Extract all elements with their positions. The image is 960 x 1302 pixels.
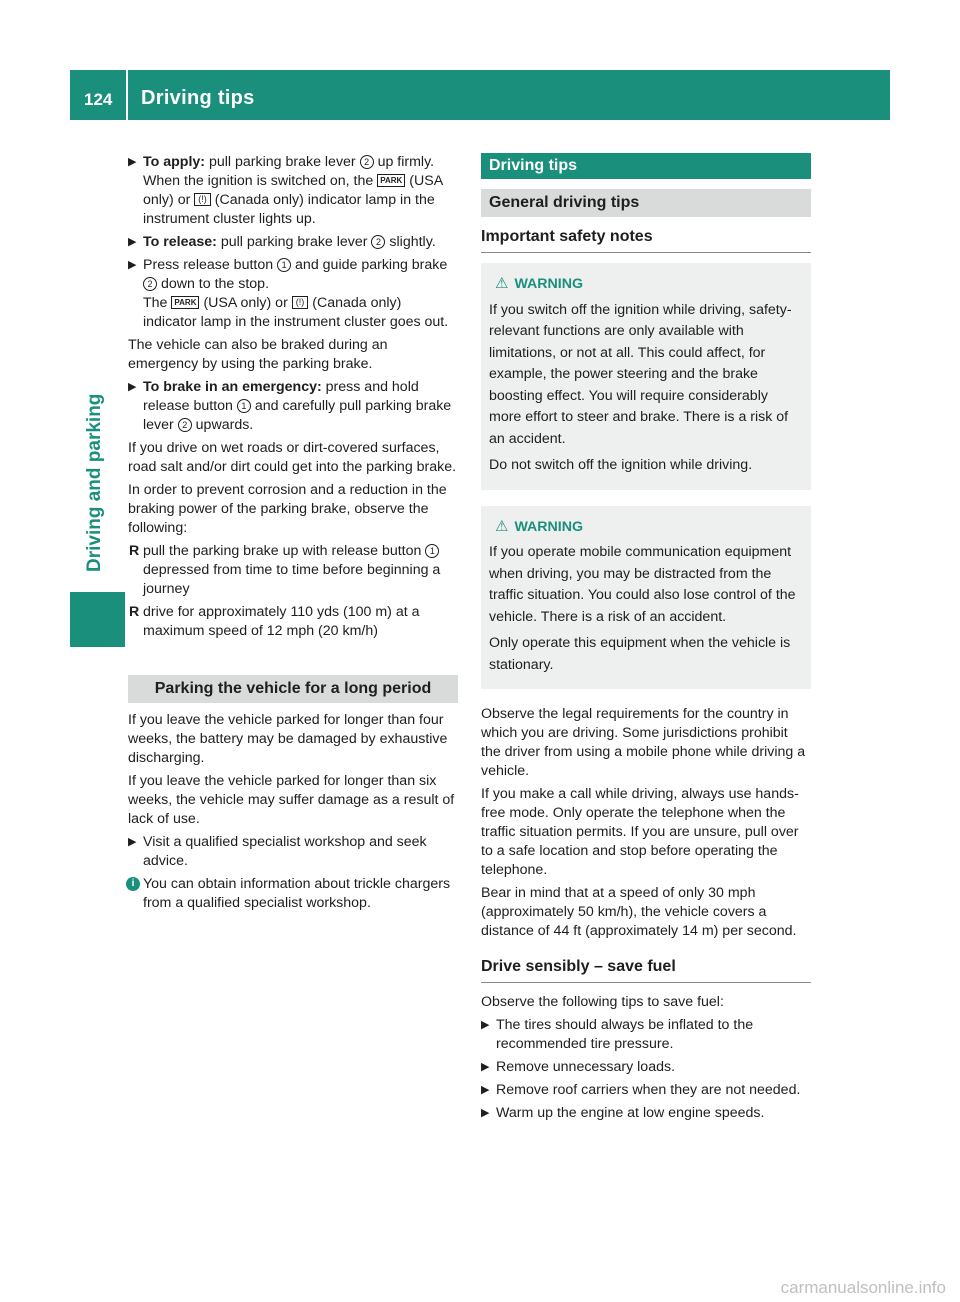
warning-title bbox=[489, 516, 803, 539]
emergency-label: To brake in an emergency: bbox=[143, 379, 322, 395]
fuel-tip bbox=[481, 1104, 811, 1123]
safety-notes-heading: Important safety notes bbox=[481, 227, 811, 253]
warning-triangle-icon: ⚠ bbox=[495, 275, 509, 292]
list-item bbox=[128, 603, 458, 641]
corrosion-text: In order to prevent corrosion and a reduction in the braking power of the parking brake, observe the following: bbox=[128, 482, 447, 536]
callout-2-icon: 2 bbox=[143, 277, 157, 291]
emergency-text-2: and carefully pull parking brake lever bbox=[143, 398, 452, 433]
fuel-tip bbox=[481, 1058, 811, 1077]
emergency-text: press and hold release button bbox=[143, 379, 419, 414]
info-icon: i bbox=[126, 877, 140, 891]
the-text: The bbox=[143, 295, 168, 311]
warning-label: WARNING bbox=[514, 518, 584, 535]
right-column bbox=[481, 153, 811, 1127]
left-column bbox=[128, 153, 458, 917]
warning-ignition-action: Do not switch off the ignition while driving. bbox=[489, 457, 753, 473]
watermark: carmanualsonline.info bbox=[780, 1278, 946, 1297]
warning-box-mobile bbox=[481, 506, 811, 690]
arrow-icon: ▶ bbox=[481, 1084, 490, 1096]
arrow-icon: ▶ bbox=[128, 259, 137, 271]
visit-text: Visit a qualified specialist workshop and seek advice. bbox=[143, 834, 427, 869]
warning-mobile-action: Only operate this equipment when the vehicle is stationary. bbox=[489, 635, 791, 673]
r1b-text: depressed from time to time before beginning a journey bbox=[143, 562, 441, 597]
arrow-icon: ▶ bbox=[128, 381, 137, 393]
usa-only: (USA only) or bbox=[203, 295, 288, 311]
distance-text: Bear in mind that at a speed of only 30 mph (approximately 50 km/h), the vehicle covers a distance of 44 ft (approximately 14 m) per second. bbox=[481, 885, 797, 939]
arrow-icon: ▶ bbox=[481, 1061, 490, 1073]
arrow-icon: ▶ bbox=[128, 156, 137, 168]
r2-text: drive for approximately 110 yds (100 m) at a maximum speed of 12 mph (20 km/h) bbox=[143, 604, 420, 639]
r1a-text: pull the parking brake up with release button bbox=[143, 543, 422, 559]
apply-label: To apply: bbox=[143, 154, 206, 170]
apply-text: pull parking brake lever bbox=[208, 154, 356, 170]
also-braked-text: The vehicle can also be braked during an emergency by using the parking brake. bbox=[128, 337, 388, 372]
press-step bbox=[128, 256, 458, 332]
ignition-line-2: (USA only) or bbox=[143, 173, 443, 208]
side-tab-marker bbox=[70, 592, 125, 647]
header-title: Driving tips bbox=[141, 87, 255, 109]
warning-title bbox=[489, 273, 803, 296]
fuel-tip-text: Remove roof carriers when they are not needed. bbox=[496, 1082, 801, 1098]
ignition-line: When the ignition is switched on, the bbox=[143, 173, 374, 189]
fuel-tip-text: Remove unnecessary loads. bbox=[496, 1059, 676, 1075]
arrow-icon: ▶ bbox=[128, 236, 137, 248]
arrow-icon: ▶ bbox=[481, 1019, 490, 1031]
visit-step bbox=[128, 833, 458, 871]
info-note bbox=[128, 875, 458, 913]
fuel-tip-text: Warm up the engine at low engine speeds. bbox=[496, 1105, 765, 1121]
park-icon: PARK bbox=[171, 296, 199, 309]
release-step bbox=[128, 233, 458, 252]
apply-step bbox=[128, 153, 458, 229]
bullet-icon: R bbox=[129, 543, 140, 559]
header-divider bbox=[126, 70, 128, 120]
driving-tips-section: Driving tips bbox=[481, 153, 811, 179]
canada-only: (Canada only) indicator lamp in the instrument cluster goes out. bbox=[143, 295, 449, 330]
list-item bbox=[128, 542, 458, 599]
ignition-line-3: (Canada only) indicator lamp in the instrument cluster lights up. bbox=[143, 192, 435, 227]
apply-text-2: up firmly. bbox=[377, 154, 435, 170]
general-tips-heading: General driving tips bbox=[481, 189, 811, 217]
release-label: To release: bbox=[143, 234, 217, 250]
emergency-text-3: upwards. bbox=[195, 417, 254, 433]
long-period-heading: Parking the vehicle for a long period bbox=[128, 675, 458, 703]
callout-2-icon: 2 bbox=[178, 418, 192, 432]
page-number: 124 bbox=[84, 90, 113, 109]
warning-ignition-text: If you switch off the ignition while driving, safety-relevant functions are only available with limitations, or not at all. This could affect, for example, the power steering and the brake boosting effect. You will require considerably more effort to steer and brake. There is a risk of an accident. bbox=[489, 301, 792, 447]
press-text-3: down to the stop. bbox=[160, 276, 270, 292]
fuel-tip-text: The tires should always be inflated to the recommended tire pressure. bbox=[496, 1017, 754, 1052]
callout-1-icon: 1 bbox=[277, 258, 291, 272]
release-text: pull parking brake lever bbox=[220, 234, 368, 250]
warning-triangle-icon: ⚠ bbox=[495, 517, 509, 535]
release-text-2: slightly. bbox=[389, 234, 436, 250]
fuel-tip bbox=[481, 1016, 811, 1054]
warning-mobile-text: If you operate mobile communication equipment when driving, you may be distracted from the traffic situation. You could also lose control of the vehicle. There is a risk of an accident. bbox=[489, 544, 796, 625]
fuel-tip bbox=[481, 1081, 811, 1100]
arrow-icon: ▶ bbox=[128, 836, 137, 848]
callout-2-icon: 2 bbox=[371, 235, 385, 249]
legal-text: Observe the legal requirements for the country in which you are driving. Some jurisdictions prohibit the driver from using a mobile phone while driving a vehicle. bbox=[481, 706, 806, 779]
callout-1-icon: 1 bbox=[237, 399, 251, 413]
park-icon: PARK bbox=[377, 174, 405, 187]
arrow-icon: ▶ bbox=[481, 1107, 490, 1119]
bullet-icon: R bbox=[129, 604, 140, 620]
emergency-step bbox=[128, 378, 458, 435]
side-tab-label: Driving and parking bbox=[84, 393, 105, 572]
warning-box-ignition bbox=[481, 263, 811, 490]
brake-warning-icon: (!) bbox=[194, 193, 211, 206]
save-fuel-heading: Drive sensibly – save fuel bbox=[481, 957, 811, 983]
callout-1-icon: 1 bbox=[425, 544, 439, 558]
brake-warning-icon: (!) bbox=[292, 296, 309, 309]
fuel-intro-text: Observe the following tips to save fuel: bbox=[481, 994, 724, 1010]
handsfree-text: If you make a call while driving, always use hands-free mode. Only operate the telephone when the traffic situation permits. If you are unsure, pull over to a safe location and stop before operating the telephone. bbox=[481, 786, 799, 878]
six-weeks-text: If you leave the vehicle parked for longer than six weeks, the vehicle may suffer damage as a result of lack of use. bbox=[128, 773, 455, 827]
press-text: Press release button bbox=[143, 257, 274, 273]
trickle-text: You can obtain information about trickle chargers from a qualified specialist workshop. bbox=[143, 876, 451, 911]
wet-roads-text: If you drive on wet roads or dirt-covered surfaces, road salt and/or dirt could get into the parking brake. bbox=[128, 440, 457, 475]
four-weeks-text: If you leave the vehicle parked for longer than four weeks, the battery may be damaged by exhaustive discharging. bbox=[128, 712, 448, 766]
callout-2-icon: 2 bbox=[360, 155, 374, 169]
warning-label: WARNING bbox=[514, 276, 584, 292]
press-text-2: and guide parking brake bbox=[295, 257, 448, 273]
